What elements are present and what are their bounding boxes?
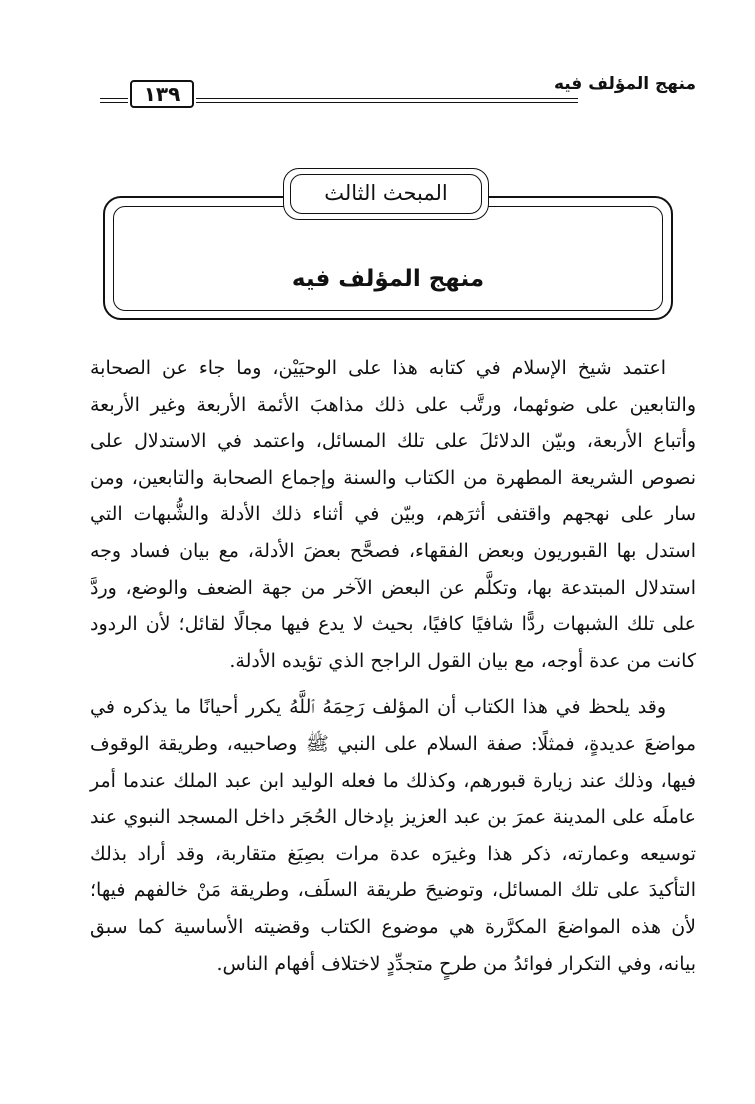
body-text <box>90 350 696 982</box>
section-title: منهج المؤلف فيه <box>291 266 485 292</box>
running-title: منهج المؤلف فيه <box>553 74 696 94</box>
paragraph: وقد يلحظ في هذا الكتاب أن المؤلف رَحِمَهُ ٱللَّهُ يكرر أحيانًا ما يذكره في مواضعَ عديدةٍ، فمثلًا: صفة السلام على النبي ﷺ وصاحبيه، وطريقة الوقوف فيها، وذلك عند زيارة قبورهم، وكذلك ما فعله الوليد ابن عبد الملك عندما أمر عاملَه على المدينة عمرَ بن عبد العزيز بإدخال الحُجَر داخل المسجد النبوي عند توسيعه وعمارته، ذكر هذا وغيرَه عدة مرات بصِيَغ متقاربة، وقد أراد بذلك التأكيدَ على تلك المسائل، وتوضيحَ طريقة السلَف، وطريقة مَنْ خالفهم فيها؛ لأن هذه المواضعَ المكرَّرة هي موضوع الكتاب وقضيته الأساسية كما سبق بيانه، وفي التكرار فوائدُ من طرحٍ متجدِّدٍ لاختلاف أفهام الناس. <box>90 696 696 975</box>
running-header <box>98 72 696 112</box>
header-rule <box>196 98 578 103</box>
section-title-frame <box>103 181 673 320</box>
page-number: ١٣٩ <box>130 80 194 108</box>
section-label: المبحث الثالث <box>283 168 489 220</box>
frame-inner-border <box>113 206 663 311</box>
paragraph: اعتمد شيخ الإسلام في كتابه هذا على الوحيَيْن، وما جاء عن الصحابة والتابعين على ضوئهما، ورتَّب على ذلك مذاهبَ الأئمة الأربعة وغير الأربعة وأتباع الأربعة، وبيّن الدلائلَ على تلك المسائل، واعتمد في الاستدلال على نصوص الشريعة المطهرة من الكتاب والسنة وإجماع الصحابة والتابعين، ومن سار على نهجهم واقتفى أثرَهم، وبيّن في أثناء ذلك الأدلة والشُّبهات التي استدل بها القبوريون وبعض الفقهاء، فصحَّح بعضَ الأدلة، مع بيان فساد وجه استدلال المبتدعة بها، وتكلَّم عن البعض الآخر من جهة الضعف والوضع، وردَّ على تلك الشبهات ردًّا شافيًا كافيًا، بحيث لا يدع فيها مجالًا لقائل؛ لأن الردود كانت من عدة أوجه، مع بيان القول الراجح الذي تؤيده الأدلة. <box>90 357 696 672</box>
header-rule-left <box>100 98 128 103</box>
